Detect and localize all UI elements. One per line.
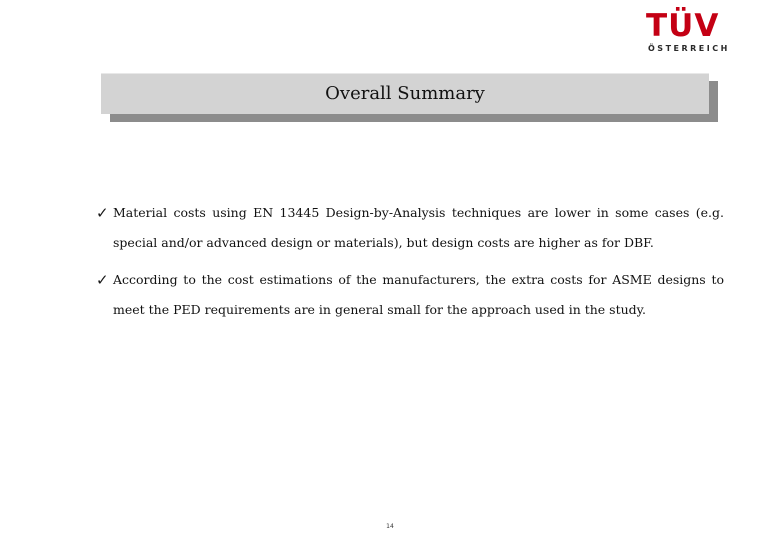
tuv-austria-logo [646,10,736,56]
slide-title: Overall Summary [325,83,485,104]
checkmark-icon: ✓ [96,271,109,289]
summary-bullet-2 [96,265,724,325]
page-number: 14 [386,523,394,530]
bullet-text: Material costs using EN 13445 Design-by-Analysis techniques are lower in some cases (e.g. special and/or advanced design or materials), but design costs are higher as for DBF. [113,205,724,250]
summary-bullet-list [96,198,724,332]
checkmark-icon: ✓ [96,204,109,222]
summary-bullet-1 [96,198,724,258]
bullet-text: According to the cost estimations of the manufacturers, the extra costs for ASME designs to meet the PED requirements are in general small for the approach used in the study. [113,272,724,317]
logo-subtitle: ÖSTERREICH [648,44,730,53]
logo-mark: TÜV [646,8,720,44]
